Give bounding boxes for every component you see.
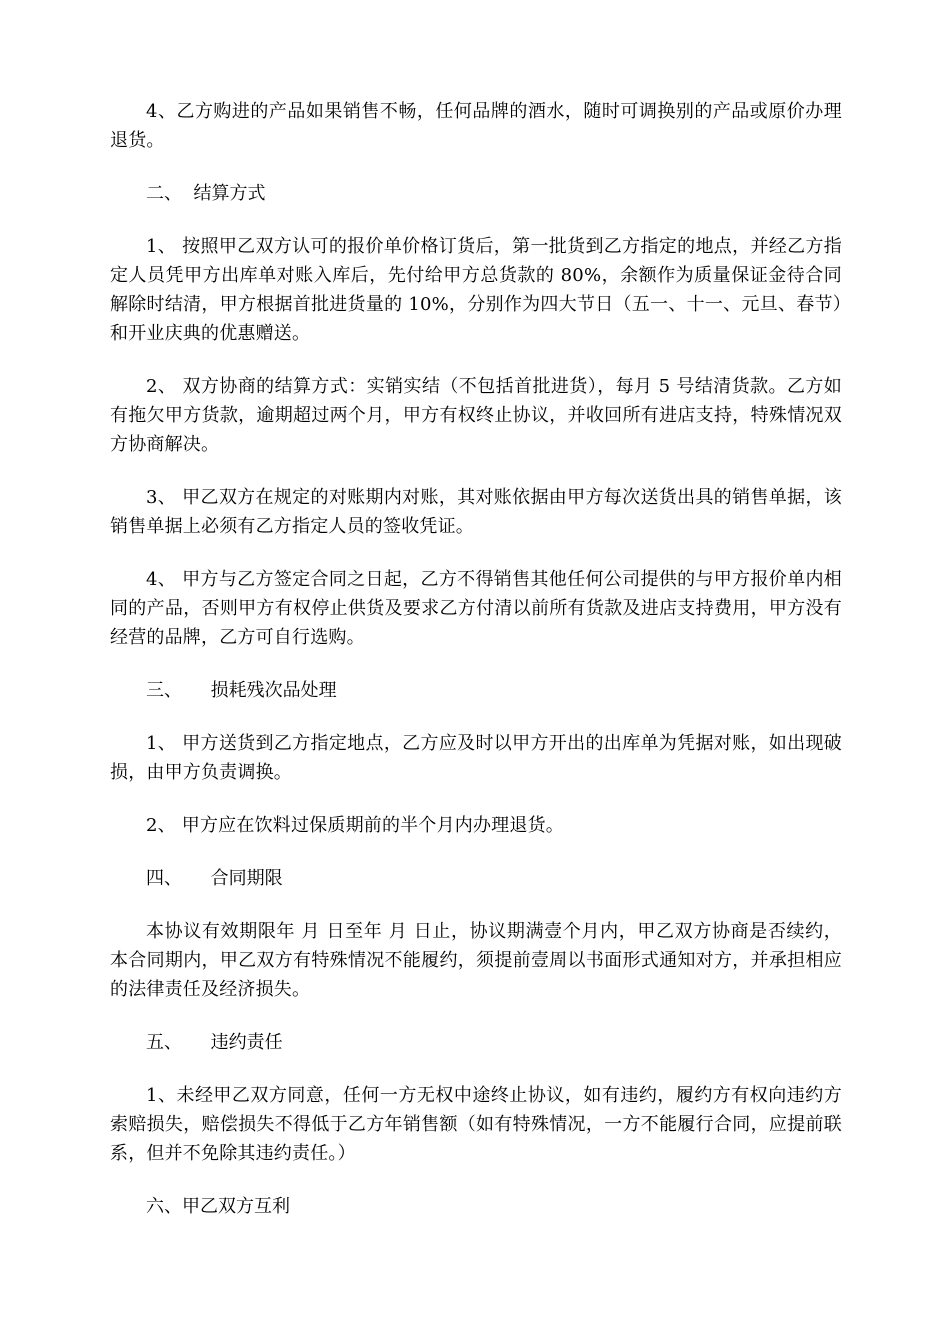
settlement-clause-2: 2、 双方协商的结算方式：实销实结（不包括首批进货），每月 5 号结清货款。乙方如有拖欠甲方货款，逾期超过两个月，甲方有权终止协议，并收回所有进店支持，特殊情况双方协商解决。 [110, 376, 842, 455]
settlement-clause-4: 4、 甲方与乙方签定合同之日起，乙方不得销售其他任何公司提供的与甲方报价单内相同的产品，否则甲方有权停止供货及要求乙方付清以前所有货款及进店支持费用，甲方没有经营的品牌，乙方可自行选购。 [110, 569, 842, 648]
section-2-heading: 二、 结算方式 [146, 183, 266, 204]
section-3-heading: 三、 损耗残次品处理 [146, 680, 337, 701]
section-5-heading: 五、 违约责任 [146, 1032, 283, 1053]
breach-clause-1: 1、未经甲乙双方同意，任何一方无权中途终止协议，如有违约，履约方有权向违约方索赔损失，赔偿损失不得低于乙方年销售额（如有特殊情况，一方不能履行合同，应提前联系，但并不免除其违约责任。） [110, 1085, 842, 1164]
section-4-heading: 四、 合同期限 [146, 868, 283, 889]
document-page [110, 97, 842, 1245]
damage-clause-1: 1、 甲方送货到乙方指定地点，乙方应及时以甲方开出的出库单为凭据对账，如出现破损，由甲方负责调换。 [110, 733, 842, 783]
term-clause: 本协议有效期限年 月 日至年 月 日止，协议期满壹个月内，甲乙双方协商是否续约，本合同期内，甲乙双方有特殊情况不能履约，须提前壹周以书面形式通知对方，并承担相应的法律责任及经济损失。 [110, 921, 842, 1000]
damage-clause-2: 2、 甲方应在饮料过保质期前的半个月内办理退货。 [146, 815, 564, 836]
settlement-clause-1: 1、 按照甲乙双方认可的报价单价格订货后，第一批货到乙方指定的地点，并经乙方指定人员凭甲方出库单对账入库后，先付给甲方总货款的 80%，余额作为质量保证金待合同解除时结清，甲方根据首批进货量的 10%，分别作为四大节日（五一、十一、元旦、春节）和开业庆典的优惠赠送。 [110, 236, 842, 344]
settlement-clause-3: 3、 甲乙双方在规定的对账期内对账，其对账依据由甲方每次送货出具的销售单据，该销售单据上必须有乙方指定人员的签收凭证。 [110, 487, 842, 537]
section-6-heading: 六、甲乙双方互利 [146, 1196, 290, 1217]
clause-4-return-paragraph: 4、乙方购进的产品如果销售不畅，任何品牌的酒水，随时可调换别的产品或原价办理退货。 [110, 101, 842, 151]
